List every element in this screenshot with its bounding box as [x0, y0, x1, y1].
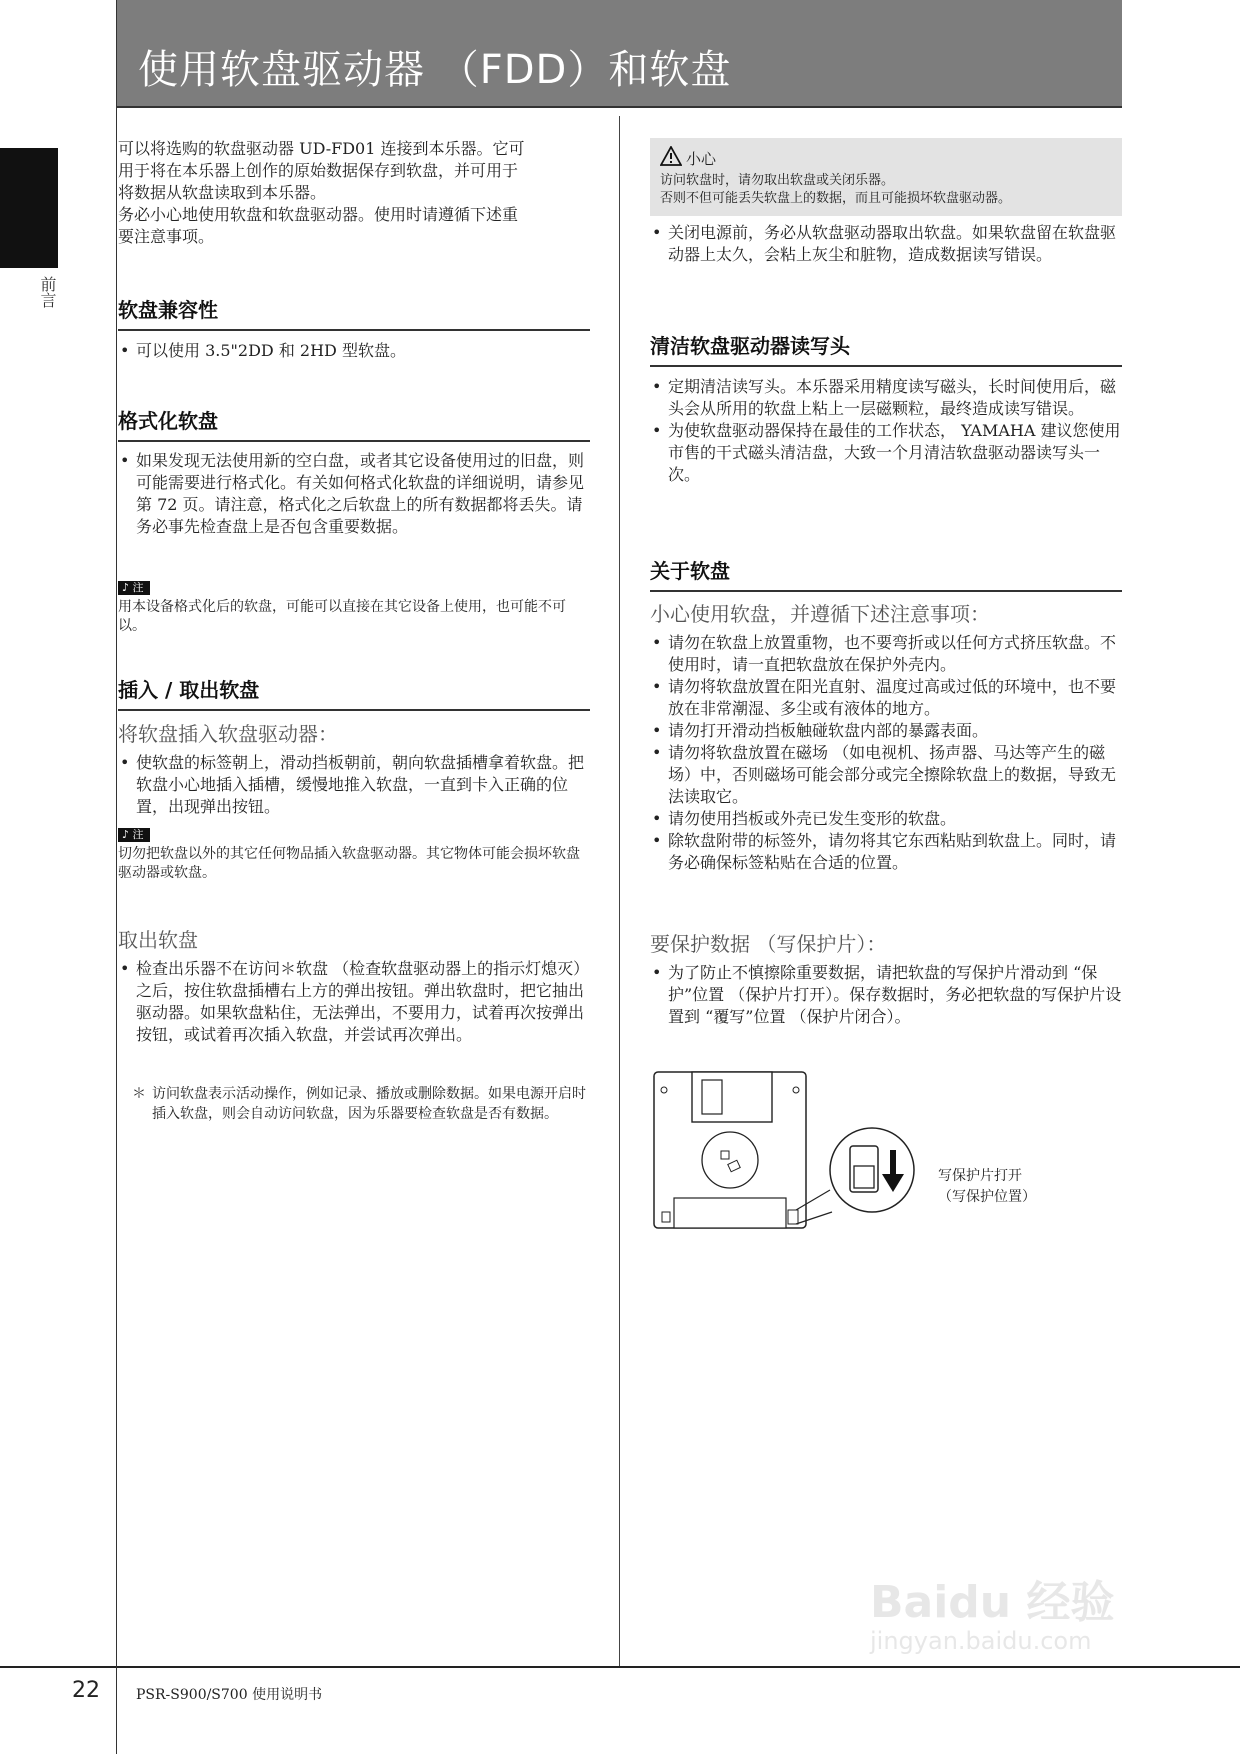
watermark-brand: Baidu 经验	[870, 1577, 1115, 1628]
list-item: • 请勿打开滑动挡板触碰软盘内部的暴露表面。	[650, 720, 1122, 742]
section-heading-clean: 清洁软盘驱动器读写头	[650, 330, 1122, 367]
list-item: • 请勿将软盘放置在磁场 （如电视机、扬声器、马达等产生的磁场）中，否则磁场可能会部分或完全擦除软盘上的数据，导致无法读取它。	[650, 742, 1122, 808]
figure-caption-line: 写保护片打开	[938, 1168, 1022, 1184]
watermark	[870, 1577, 1170, 1680]
caution-line: 访问软盘时，请勿取出软盘或关闭乐器。	[660, 173, 895, 188]
page-number: 22	[72, 1678, 100, 1703]
list-item: • 请勿将软盘放置在阳光直射、温度过高或过低的环境中，也不要放在非常潮湿、多尘或有液体的地方。	[650, 676, 1122, 720]
section-heading-insert: 插入 / 取出软盘	[118, 674, 590, 711]
intro-line: 将数据从软盘读取到本乐器。	[118, 183, 327, 202]
caution-title	[660, 146, 1112, 172]
note-tag: ♪ 注	[118, 581, 150, 595]
caution-list	[650, 222, 1122, 266]
intro-paragraph	[118, 138, 590, 248]
list-item: • 检查出乐器不在访问＊软盘 （检查软盘驱动器上的指示灯熄灭）之后，按住软盘插槽右上方的弹出按钮。弹出软盘时，把它抽出驱动器。如果软盘粘住，无法弹出，不要用力，试着再次按弹出按钮，或试着再次插入软盘，并尝试再次弹出。	[118, 958, 590, 1046]
insert-note: 切勿把软盘以外的其它任何物品插入软盘驱动器。其它物体可能会损坏软盘驱动器或软盘。	[118, 846, 580, 881]
footnote-text: 访问软盘表示活动操作，例如记录、播放或删除数据。如果电源开启时插入软盘，则会自动访问软盘，因为乐器要检查软盘是否有数据。	[152, 1086, 586, 1122]
format-list	[118, 450, 590, 538]
list-item: • 可以使用 3.5"2DD 和 2HD 型软盘。	[118, 340, 590, 362]
section-heading-about: 关于软盘	[650, 555, 1122, 592]
caution-title-text: 小心	[686, 150, 717, 168]
clean-list	[650, 376, 1122, 486]
eject-footnote	[132, 1084, 590, 1124]
insert-list	[118, 752, 590, 818]
page-title: 使用软盘驱动器 （FDD）和软盘	[116, 0, 1122, 106]
intro-line: 用于将在本乐器上创作的原始数据保存到软盘，并可用于	[118, 161, 519, 180]
eject-list	[118, 958, 590, 1046]
floppy-disk-illustration	[650, 1070, 930, 1240]
footnote-mark: ＊	[132, 1086, 146, 1102]
intro-line: 务必小心地使用软盘和软盘驱动器。使用时请遵循下述重	[118, 205, 519, 224]
about-list	[650, 632, 1122, 874]
format-note: 用本设备格式化后的软盘，可能可以直接在其它设备上使用，也可能不可以。	[118, 599, 566, 634]
side-tab-label: 前言	[38, 276, 57, 308]
left-margin-line	[116, 0, 117, 1754]
figure-caption	[938, 1166, 1036, 1208]
column-divider	[619, 116, 620, 1668]
section-heading-format: 格式化软盘	[118, 405, 590, 442]
list-item: • 请勿使用挡板或外壳已发生变形的软盘。	[650, 808, 1122, 830]
section-heading-compat: 软盘兼容性	[118, 294, 590, 331]
caution-line: 否则不但可能丢失软盘上的数据，而且可能损坏软盘驱动器。	[660, 191, 1012, 206]
warning-triangle-icon	[660, 146, 682, 172]
about-subheading: 小心使用软盘，并遵循下述注意事项：	[650, 602, 990, 626]
list-item: • 使软盘的标签朝上，滑动挡板朝前，朝向软盘插槽拿着软盘。把软盘小心地插入插槽，缓慢地推入软盘，一直到卡入正确的位置，出现弹出按钮。	[118, 752, 590, 818]
footer-title: PSR-S900/S700 使用说明书	[136, 1687, 323, 1703]
side-tab	[0, 148, 58, 268]
compat-list	[118, 340, 590, 362]
list-item: • 如果发现无法使用新的空白盘，或者其它设备使用过的旧盘，则可能需要进行格式化。有关如何格式化软盘的详细说明，请参见第 72 页。请注意，格式化之后软盘上的所有数据都将丢失。请务必事先检查盘上是否包含重要数据。	[118, 450, 590, 538]
figure-caption-line: （写保护位置）	[938, 1189, 1036, 1205]
insert-subheading: 将软盘插入软盘驱动器：	[118, 722, 338, 746]
list-item: • 为使软盘驱动器保持在最佳的工作状态， YAMAHA 建议您使用市售的干式磁头清洁盘，大致一个月清洁软盘驱动器读写头一次。	[650, 420, 1122, 486]
watermark-url: jingyan.baidu.com	[870, 1627, 1092, 1655]
list-item: • 为了防止不慎擦除重要数据，请把软盘的写保护片滑动到 “保护”位置 （保护片打开）。保存数据时，务必把软盘的写保护片设置到 “覆写”位置 （保护片闭合）。	[650, 962, 1122, 1028]
list-item: • 定期清洁读写头。本乐器采用精度读写磁头，长时间使用后，磁头会从所用的软盘上粘上一层磁颗粒，最终造成读写错误。	[650, 376, 1122, 420]
list-item: • 除软盘附带的标签外，请勿将其它东西粘贴到软盘上。同时，请务必确保标签粘贴在合适的位置。	[650, 830, 1122, 874]
intro-line: 可以将选购的软盘驱动器 UD-FD01 连接到本乐器。它可	[118, 139, 525, 158]
header-rule	[116, 106, 1122, 108]
intro-line: 要注意事项。	[118, 227, 215, 246]
footer-rule	[0, 1666, 1240, 1668]
protect-subheading: 要保护数据 （写保护片）：	[650, 932, 887, 956]
list-item: • 关闭电源前，务必从软盘驱动器取出软盘。如果软盘留在软盘驱动器上太久，会粘上灰尘和脏物，造成数据读写错误。	[650, 222, 1122, 266]
caution-box	[650, 138, 1122, 216]
protect-list	[650, 962, 1122, 1028]
eject-subheading: 取出软盘	[118, 928, 198, 952]
floppy-hub	[702, 1132, 758, 1188]
note-tag: ♪ 注	[118, 828, 150, 842]
list-item: • 请勿在软盘上放置重物，也不要弯折或以任何方式挤压软盘。不使用时，请一直把软盘放在保护外壳内。	[650, 632, 1122, 676]
footer-divider	[116, 1666, 117, 1754]
